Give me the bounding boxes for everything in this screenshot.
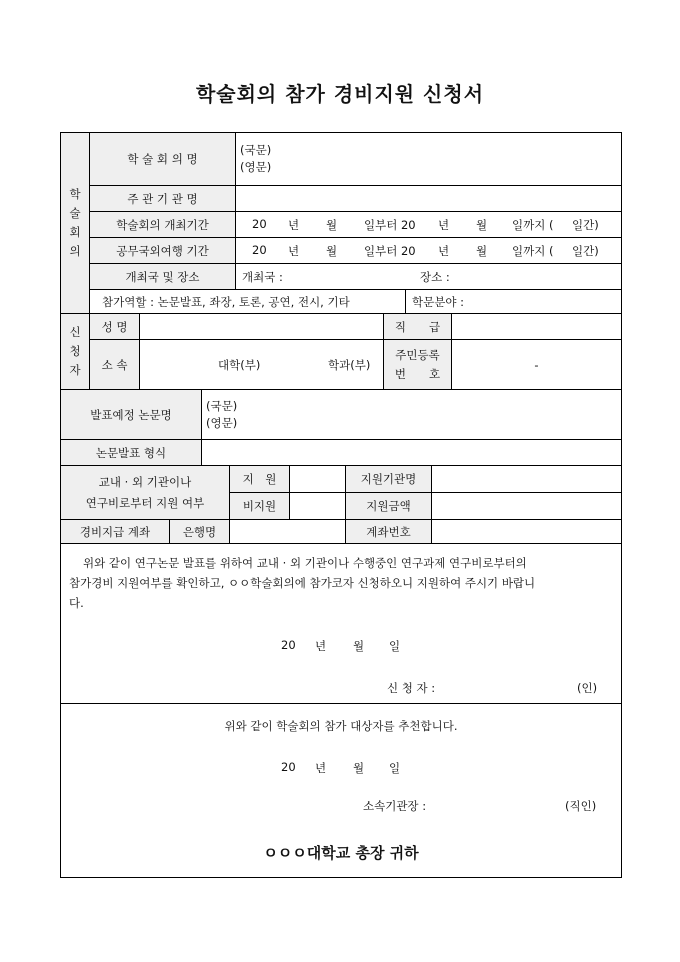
declaration-date-day-label: 일	[389, 639, 401, 653]
support-status-label-line: 교내 · 외 기관이나	[98, 474, 192, 489]
recommendation-text: 위와 같이 학술회의 참가 대상자를 추천합니다.	[224, 719, 458, 733]
conference-name-label: 학 술 회 의 명	[89, 133, 235, 185]
official-seal: (직인)	[565, 799, 597, 813]
declaration-date-month-label: 월	[353, 639, 365, 653]
academic-field[interactable]	[405, 289, 621, 313]
period-to-label: 일까지 (	[512, 218, 554, 232]
university-label: 대학(부)	[218, 358, 261, 372]
support-status-label-line: 연구비로부터 지원 여부	[85, 495, 205, 510]
resident-id-label	[383, 339, 451, 389]
bank-name-label: 은행명	[169, 519, 229, 543]
trip-year-from: 20	[252, 243, 267, 257]
applicant-name-label: 성 명	[89, 313, 139, 339]
page-title: 학술회의 참가 경비지원 신청서	[195, 82, 485, 106]
applicant-sign-label: 신 청 자 :	[387, 681, 436, 695]
period-year-label: 년	[438, 218, 450, 232]
paper-title-field[interactable]	[201, 389, 621, 439]
venue-label: 장소 :	[420, 270, 450, 284]
resident-id-field[interactable]	[451, 339, 621, 389]
conference-name-kor: (국문)	[240, 143, 272, 157]
declaration-text: 위와 같이 연구논문 발표를 위하여 교내 · 외 기관이나 수행중인 연구과제 연구비로부터의	[83, 556, 527, 570]
country-label: 개최국 :	[242, 270, 283, 284]
applicant-section-label	[61, 313, 89, 389]
recommend-date-year: 20	[281, 760, 296, 774]
trip-month-label: 월	[476, 244, 488, 258]
support-amount-label: 지원금액	[345, 492, 431, 519]
support-status-label	[61, 465, 229, 519]
applicant-name-field[interactable]	[139, 313, 383, 339]
place-label: 개최국 및 장소	[89, 263, 235, 289]
paper-format-label: 논문발표 형식	[61, 439, 201, 465]
conference-section-char: 술	[69, 206, 81, 220]
trip-year-label: 년	[438, 244, 450, 258]
trip-field[interactable]	[235, 237, 621, 263]
resident-id-separator: -	[534, 357, 539, 372]
department-label: 학과(부)	[328, 358, 371, 372]
host-field[interactable]	[235, 185, 621, 211]
declaration-date-year-label: 년	[315, 639, 327, 653]
support-agency-field[interactable]	[431, 465, 621, 492]
head-sign-label: 소속기관장 :	[363, 799, 427, 813]
support-agency-label: 지원기관명	[345, 465, 431, 492]
trip-label: 공무국외여행 기간	[89, 237, 235, 263]
rank-field[interactable]	[451, 313, 621, 339]
paper-title-eng: (영문)	[206, 415, 238, 430]
declaration-section	[61, 543, 621, 703]
paper-title-kor: (국문)	[206, 398, 238, 413]
period-year-from: 20	[252, 217, 267, 231]
role-label: 참가역할 : 논문발표, 좌장, 토론, 공연, 전시, 기타	[102, 294, 350, 309]
addressee: ㅇㅇㅇ대학교 총장 귀하	[263, 844, 419, 862]
period-year-label: 년	[288, 218, 300, 232]
academic-field-label: 학문분야 :	[412, 294, 464, 309]
period-from-label: 일부터 20	[364, 218, 416, 232]
affiliation-field[interactable]	[139, 339, 383, 389]
resident-id-label-line: 주민등록	[395, 347, 440, 362]
recommendation-section	[61, 703, 621, 877]
paper-format-field[interactable]	[201, 439, 621, 465]
support-amount-field[interactable]	[431, 492, 621, 519]
trip-to-label: 일까지 (	[512, 244, 554, 258]
trip-year-label: 년	[288, 244, 300, 258]
period-label: 학술회의 개최기간	[89, 211, 235, 237]
recommend-date-month-label: 월	[353, 761, 365, 775]
recommend-date-year-label: 년	[315, 761, 327, 775]
affiliation-label: 소 속	[89, 339, 139, 389]
applicant-seal: (인)	[577, 681, 598, 695]
declaration-text: 다.	[69, 596, 84, 610]
bank-name-field[interactable]	[229, 519, 345, 543]
account-number-field[interactable]	[431, 519, 621, 543]
support-no-field[interactable]	[289, 492, 345, 519]
applicant-section-char: 신	[69, 325, 81, 339]
applicant-section-char: 청	[69, 344, 81, 358]
trip-month-label: 월	[326, 244, 338, 258]
period-month-label: 월	[326, 218, 338, 232]
account-label: 경비지급 계좌	[61, 519, 169, 543]
resident-id-label-line: 번 호	[394, 366, 441, 381]
period-days-label: 일간)	[572, 218, 599, 232]
conference-name-field[interactable]	[235, 133, 621, 185]
recommend-date-day-label: 일	[389, 761, 401, 775]
period-month-label: 월	[476, 218, 488, 232]
support-yes-label: 지 원	[229, 465, 289, 492]
support-yes-field[interactable]	[289, 465, 345, 492]
trip-days-label: 일간)	[572, 244, 599, 258]
host-label: 주 관 기 관 명	[89, 185, 235, 211]
application-form	[60, 132, 622, 878]
conference-section-char: 학	[69, 187, 81, 201]
support-no-label: 비지원	[229, 492, 289, 519]
rank-label: 직 급	[383, 313, 451, 339]
declaration-text: 참가경비 지원여부를 확인하고, ㅇㅇ학술회의에 참가코자 신청하오니 지원하여 주시기 바랍니	[69, 576, 536, 590]
role-field[interactable]	[89, 289, 405, 313]
conference-section-char: 회	[69, 225, 81, 239]
account-number-label: 계좌번호	[345, 519, 431, 543]
conference-section-label	[61, 133, 89, 313]
conference-section-char: 의	[69, 244, 81, 258]
period-field[interactable]	[235, 211, 621, 237]
trip-from-label: 일부터 20	[364, 244, 416, 258]
conference-name-eng: (영문)	[240, 160, 272, 174]
declaration-date-year: 20	[281, 638, 296, 652]
applicant-section-char: 자	[69, 363, 81, 377]
place-field[interactable]	[235, 263, 621, 289]
paper-title-label: 발표예정 논문명	[61, 389, 201, 439]
